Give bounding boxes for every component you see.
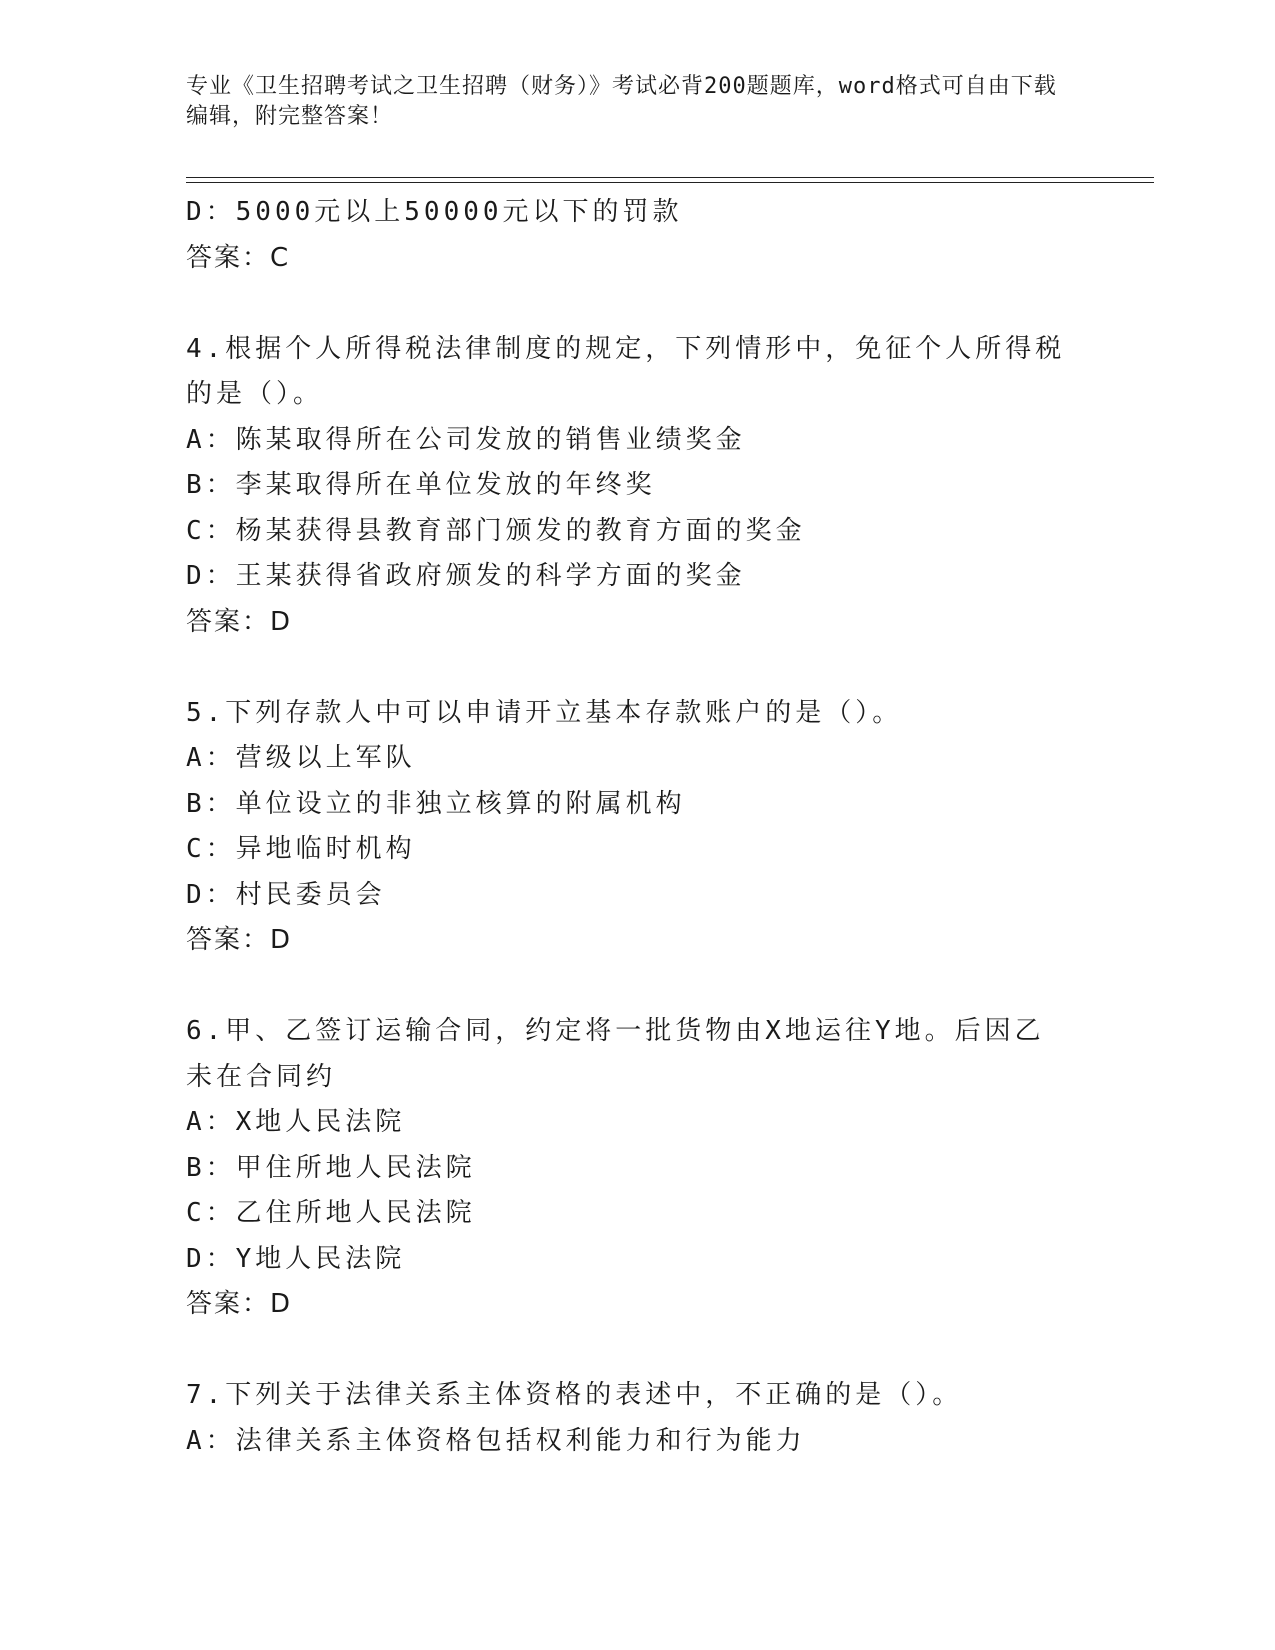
option-b: B：李某取得所在单位发放的年终奖: [186, 470, 656, 500]
answer: 答案：D: [186, 925, 293, 955]
option-c: C：异地临时机构: [186, 834, 416, 864]
option-d: D：5000元以上50000元以下的罚款: [186, 197, 683, 227]
option-d: D：Y地人民法院: [186, 1243, 406, 1274]
answer: 答案：C: [186, 242, 291, 273]
question-stem: 5.下列存款人中可以申请开立基本存款账户的是（）。: [186, 697, 903, 728]
option-a: A：法律关系主体资格包括权利能力和行为能力: [186, 1425, 806, 1456]
question-content: [186, 190, 1086, 1464]
option-b: B：甲住所地人民法院: [186, 1152, 476, 1183]
option-c: C：杨某获得县教育部门颁发的教育方面的奖金: [186, 515, 806, 546]
document-header: 专业《卫生招聘考试之卫生招聘（财务）》考试必背200题题库，word格式可自由下载编辑，附完整答案！: [186, 74, 1057, 129]
question-stem: 6.甲、乙签订运输合同，约定将一批货物由X地运往Y地。后因乙未在合同约: [186, 1016, 1045, 1092]
option-d: D：王某获得省政府颁发的科学方面的奖金: [186, 561, 746, 591]
header-divider-bottom: [186, 182, 1154, 183]
question-stem: 4.根据个人所得税法律制度的规定，下列情形中，免征个人所得税的是（）。: [186, 333, 1066, 409]
option-c: C：乙住所地人民法院: [186, 1198, 476, 1228]
option-b: B：单位设立的非独立核算的附属机构: [186, 788, 686, 819]
option-a: A：X地人民法院: [186, 1107, 406, 1137]
option-d: D：村民委员会: [186, 879, 386, 910]
option-a: A：营级以上军队: [186, 743, 416, 773]
question-stem: 7.下列关于法律关系主体资格的表述中，不正确的是（）。: [186, 1380, 963, 1410]
answer: 答案：D: [186, 1289, 293, 1319]
answer: 答案：D: [186, 606, 293, 637]
header-divider-top: [186, 177, 1154, 178]
option-a: A：陈某取得所在公司发放的销售业绩奖金: [186, 424, 746, 455]
